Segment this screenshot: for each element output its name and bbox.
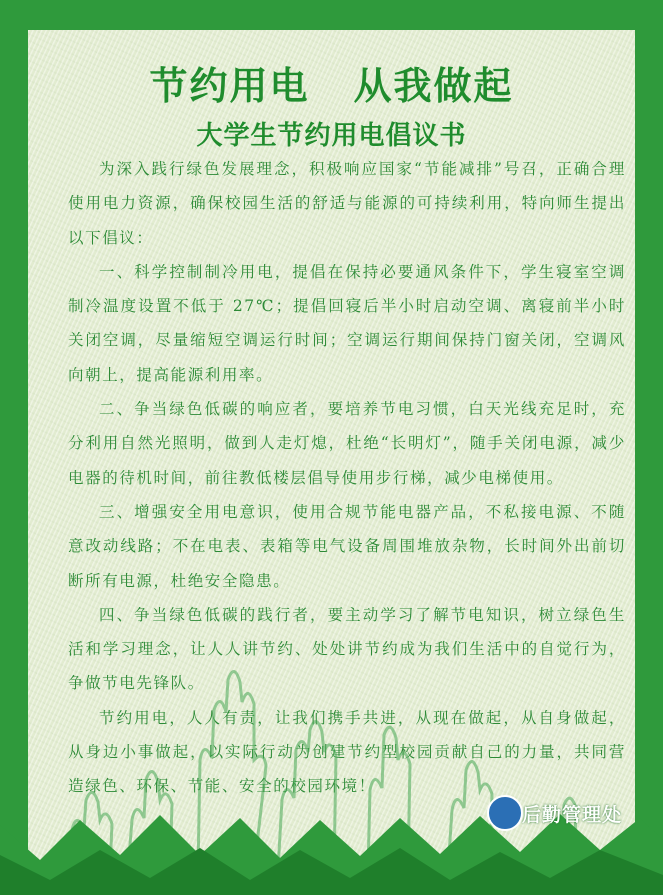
title-part-2: 从我做起	[353, 64, 514, 108]
paragraph-4: 四、争当绿色低碳的践行者，要主动学习了解节电知识，树立绿色生活和学习理念，让人人讲节约、处处讲节约成为我们生活中的自觉行为，争做节电先锋队。	[68, 605, 626, 693]
title-part-1: 节约用电	[149, 64, 310, 108]
paragraph-intro: 为深入践行绿色发展理念，积极响应国家“节能减排”号召，正确合理使用电力资源，确保校园生活的舒适与能源的可持续利用，特向师生提出以下倡议：	[68, 160, 626, 247]
right-frame	[635, 0, 663, 895]
paragraph-1: 一、科学控制制冷用电，提倡在保持必要通风条件下，学生寝室空调制冷温度设置不低于 27℃；提倡回寝后半小时启动空调、离寝前半小时关闭空调，尽量缩短空调运行时间；空调运行期间保持门窗关闭，空调风向朝上，提高能源利用率。	[68, 262, 626, 384]
department-name: 后勤管理处	[522, 804, 623, 826]
paragraph-3: 三、增强安全用电意识，使用合规节能电器产品，不私接电源、不随意改动线路；不在电表、表箱等电气设备周围堆放杂物，长时间外出前切断所有电源，杜绝安全隐患。	[68, 502, 626, 590]
poster-title	[28, 55, 635, 110]
poster-subtitle: 大学生节约用电倡议书	[196, 121, 467, 151]
paragraph-2: 二、争当绿色低碳的响应者，要培养节电习惯，白天光线充足时，充分利用自然光照明，做到人走灯熄，杜绝“长明灯”，随手关闭电源，减少电器的待机时间，前往教低楼层倡导使用步行梯，减少电梯使用。	[68, 400, 626, 487]
top-frame	[0, 0, 663, 30]
university-logo	[487, 795, 523, 831]
paragraph-closing: 节约用电，人人有责，让我们携手共进，从现在做起，从自身做起，从身边小事做起，以实际行动为创建节约型校园贡献自己的力量，共同营造绿色、环保、节能、安全的校园环境！	[68, 708, 626, 796]
left-frame	[0, 0, 28, 895]
